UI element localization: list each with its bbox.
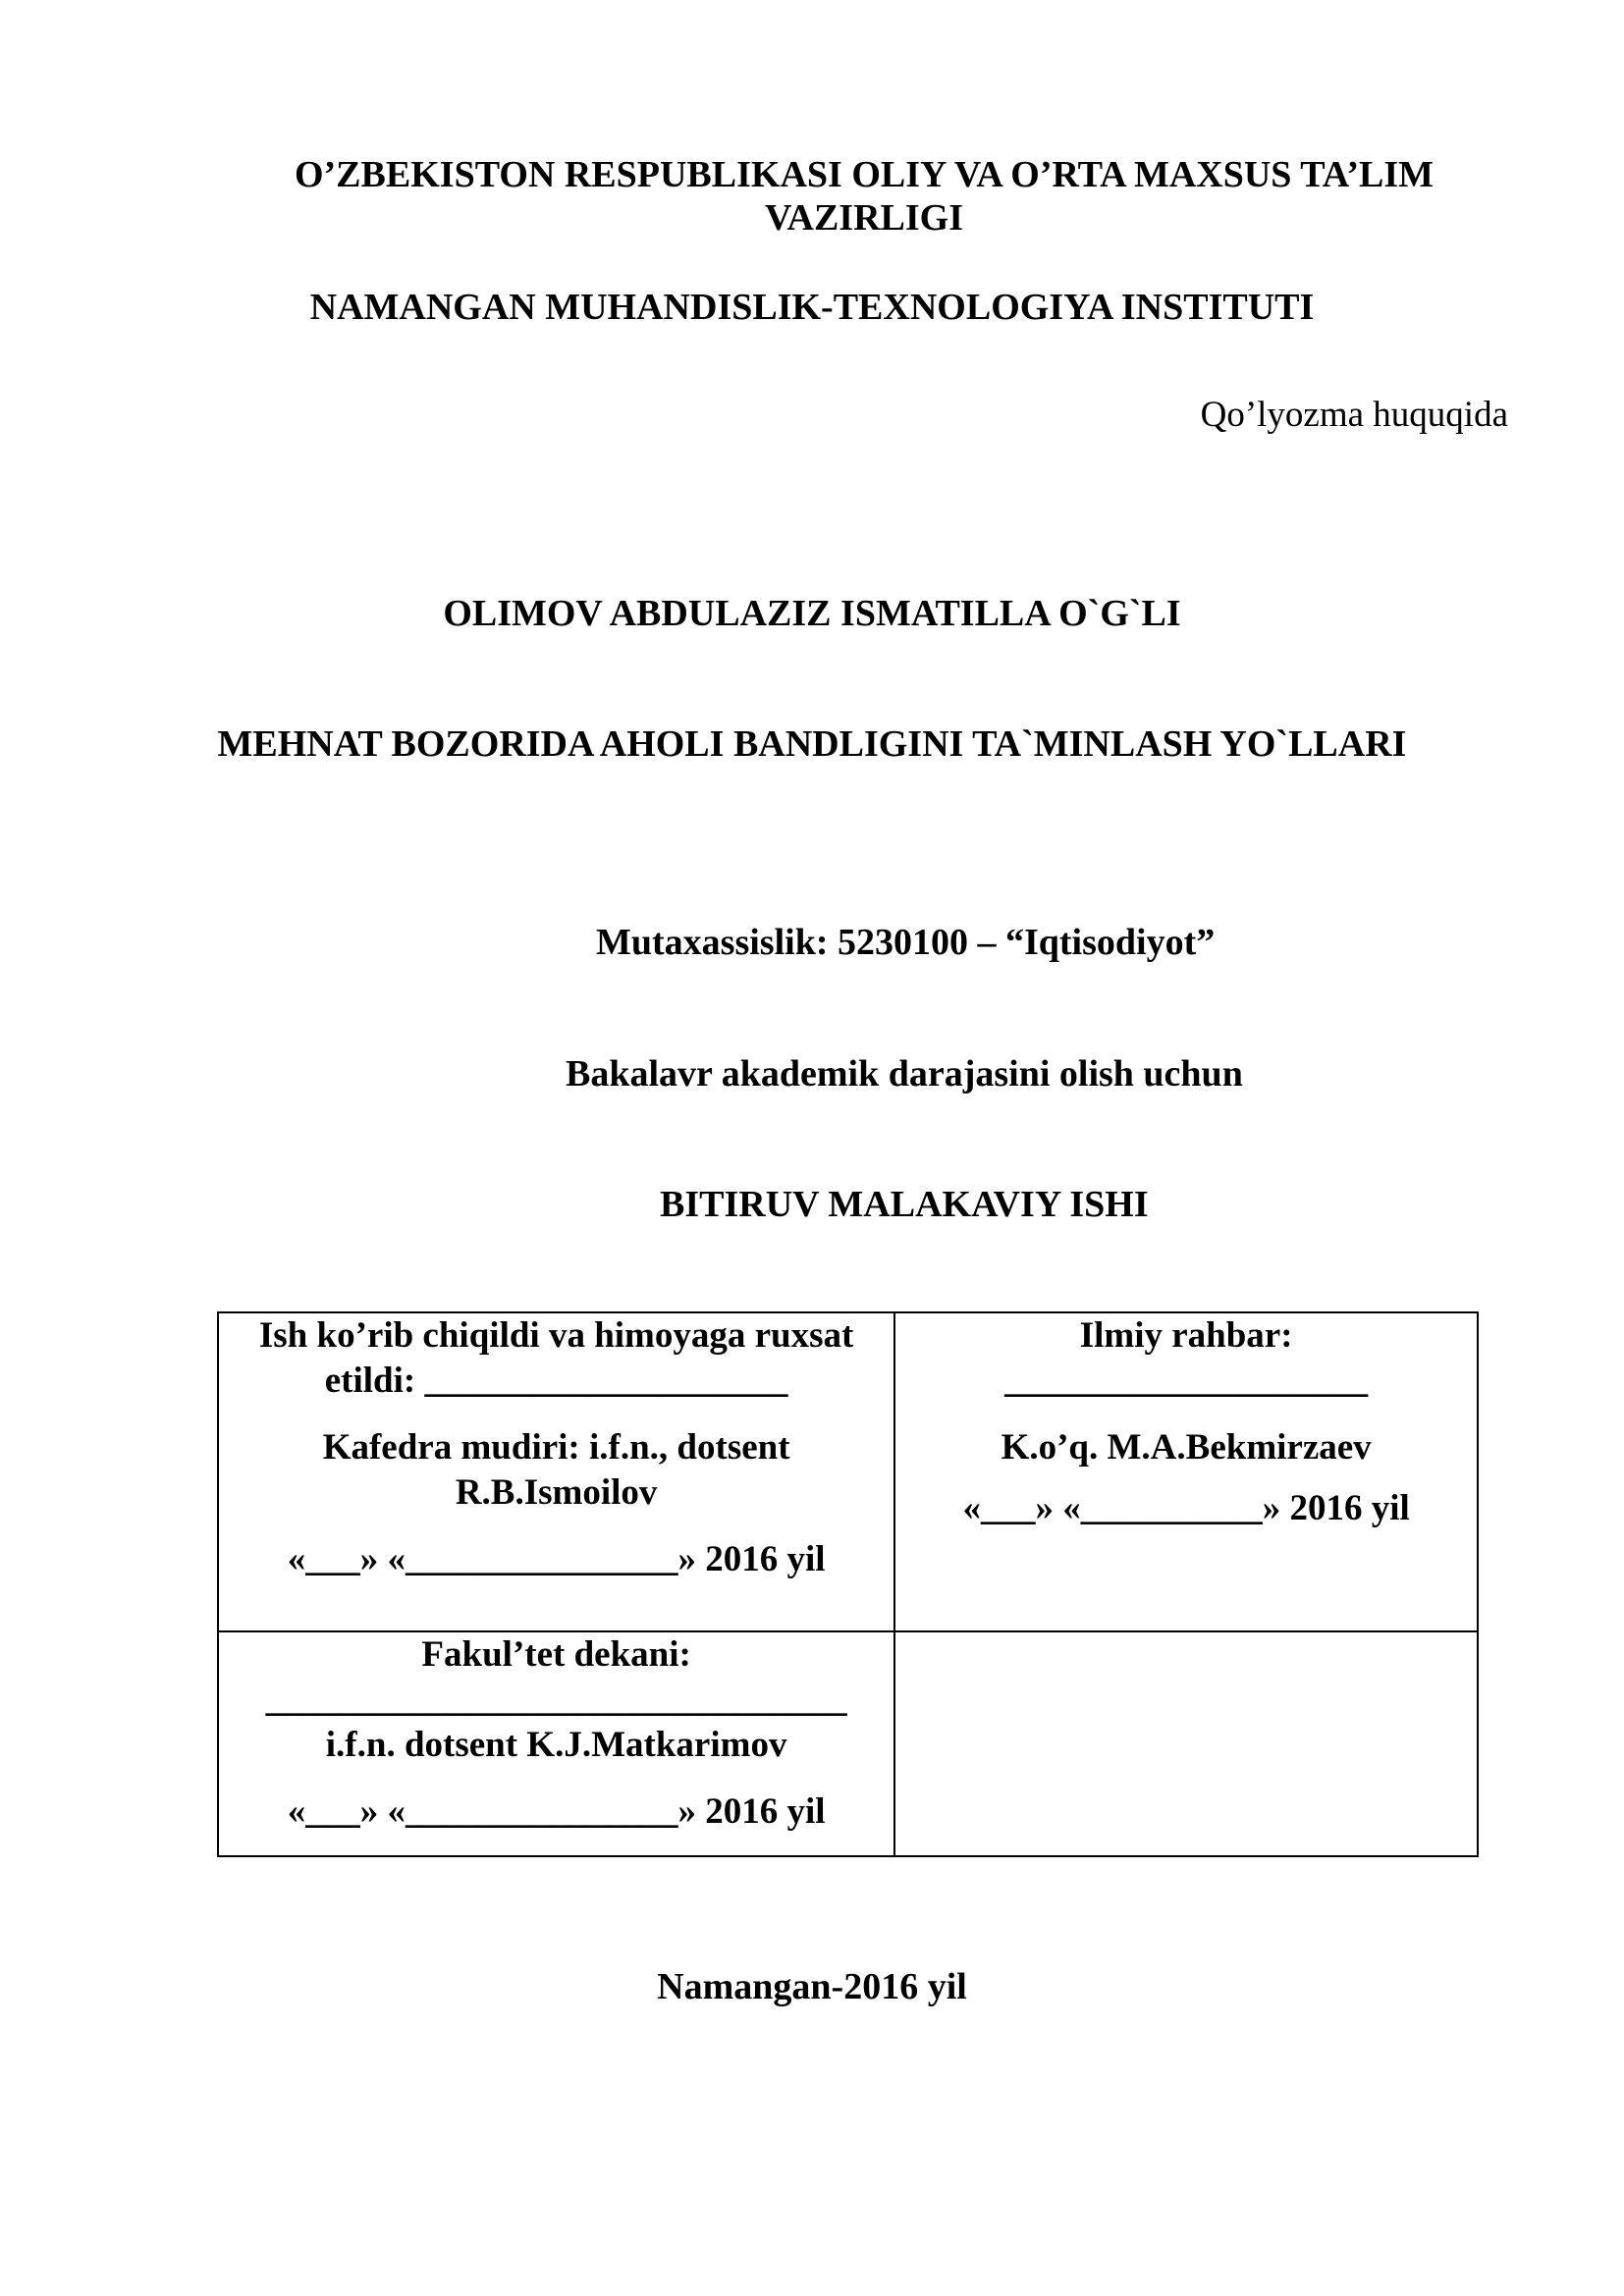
- institute-name: NAMANGAN MUHANDISLIK-TEXNOLOGIYA INSTITUTI: [309, 287, 1315, 328]
- signature-row-2: [218, 1631, 1478, 1856]
- degree-purpose: Bakalavr akademik darajasini olish uchun: [566, 1053, 1243, 1095]
- work-type: BITIRUV MALAKAVIY ISHI: [660, 1184, 1149, 1225]
- place-and-year: Namangan-2016 yil: [657, 1966, 967, 2007]
- supervisor-date: «___» «__________» 2016 yil: [962, 1488, 1410, 1528]
- author-name: OLIMOV ABDULAZIZ ISMATILLA O`G`LI: [443, 593, 1181, 634]
- dean-label: Fakul’tet dekani:: [421, 1634, 691, 1675]
- approval-line-2: etildi: ____________________: [324, 1361, 788, 1401]
- signature-table: [217, 1311, 1479, 1857]
- ministry-line-1: O’ZBEKISTON RESPUBLIKASI OLIY VA O’RTA MAXSUS TA’LIM: [294, 154, 1435, 195]
- specialty: Mutaxassislik: 5230100 – “Iqtisodiyot”: [596, 922, 1216, 963]
- signature-row-1: [218, 1312, 1478, 1631]
- supervisor-label: Ilmiy rahbar:: [1079, 1315, 1293, 1356]
- supervisor-cell: [894, 1312, 1478, 1631]
- approval-cell: [218, 1312, 894, 1631]
- supervisor-signature-blank: ____________________: [1004, 1361, 1369, 1401]
- department-head-name: R.B.Ismoilov: [455, 1472, 658, 1513]
- department-head-title: Kafedra mudiri: i.f.n., dotsent: [322, 1427, 790, 1468]
- empty-cell: [894, 1631, 1478, 1856]
- approval-line-1: Ish ko’rib chiqildi va himoyaga ruxsat: [258, 1315, 854, 1356]
- manuscript-rights-note: Qo’lyozma huquqida: [1200, 395, 1508, 435]
- supervisor-name: K.o’q. M.A.Bekmirzaev: [1001, 1427, 1372, 1468]
- dean-date: «___» «_______________» 2016 yil: [287, 1791, 826, 1832]
- ministry-line-2: VAZIRLIGI: [764, 197, 964, 239]
- approval-date: «___» «_______________» 2016 yil: [287, 1539, 826, 1579]
- dean-signature-blank: ________________________________: [265, 1680, 847, 1720]
- dean-cell: [218, 1631, 894, 1856]
- dean-name: i.f.n. dotsent K.J.Matkarimov: [325, 1725, 787, 1765]
- thesis-title: MEHNAT BOZORIDA AHOLI BANDLIGINI TA`MINLASH YO`LLARI: [217, 723, 1407, 765]
